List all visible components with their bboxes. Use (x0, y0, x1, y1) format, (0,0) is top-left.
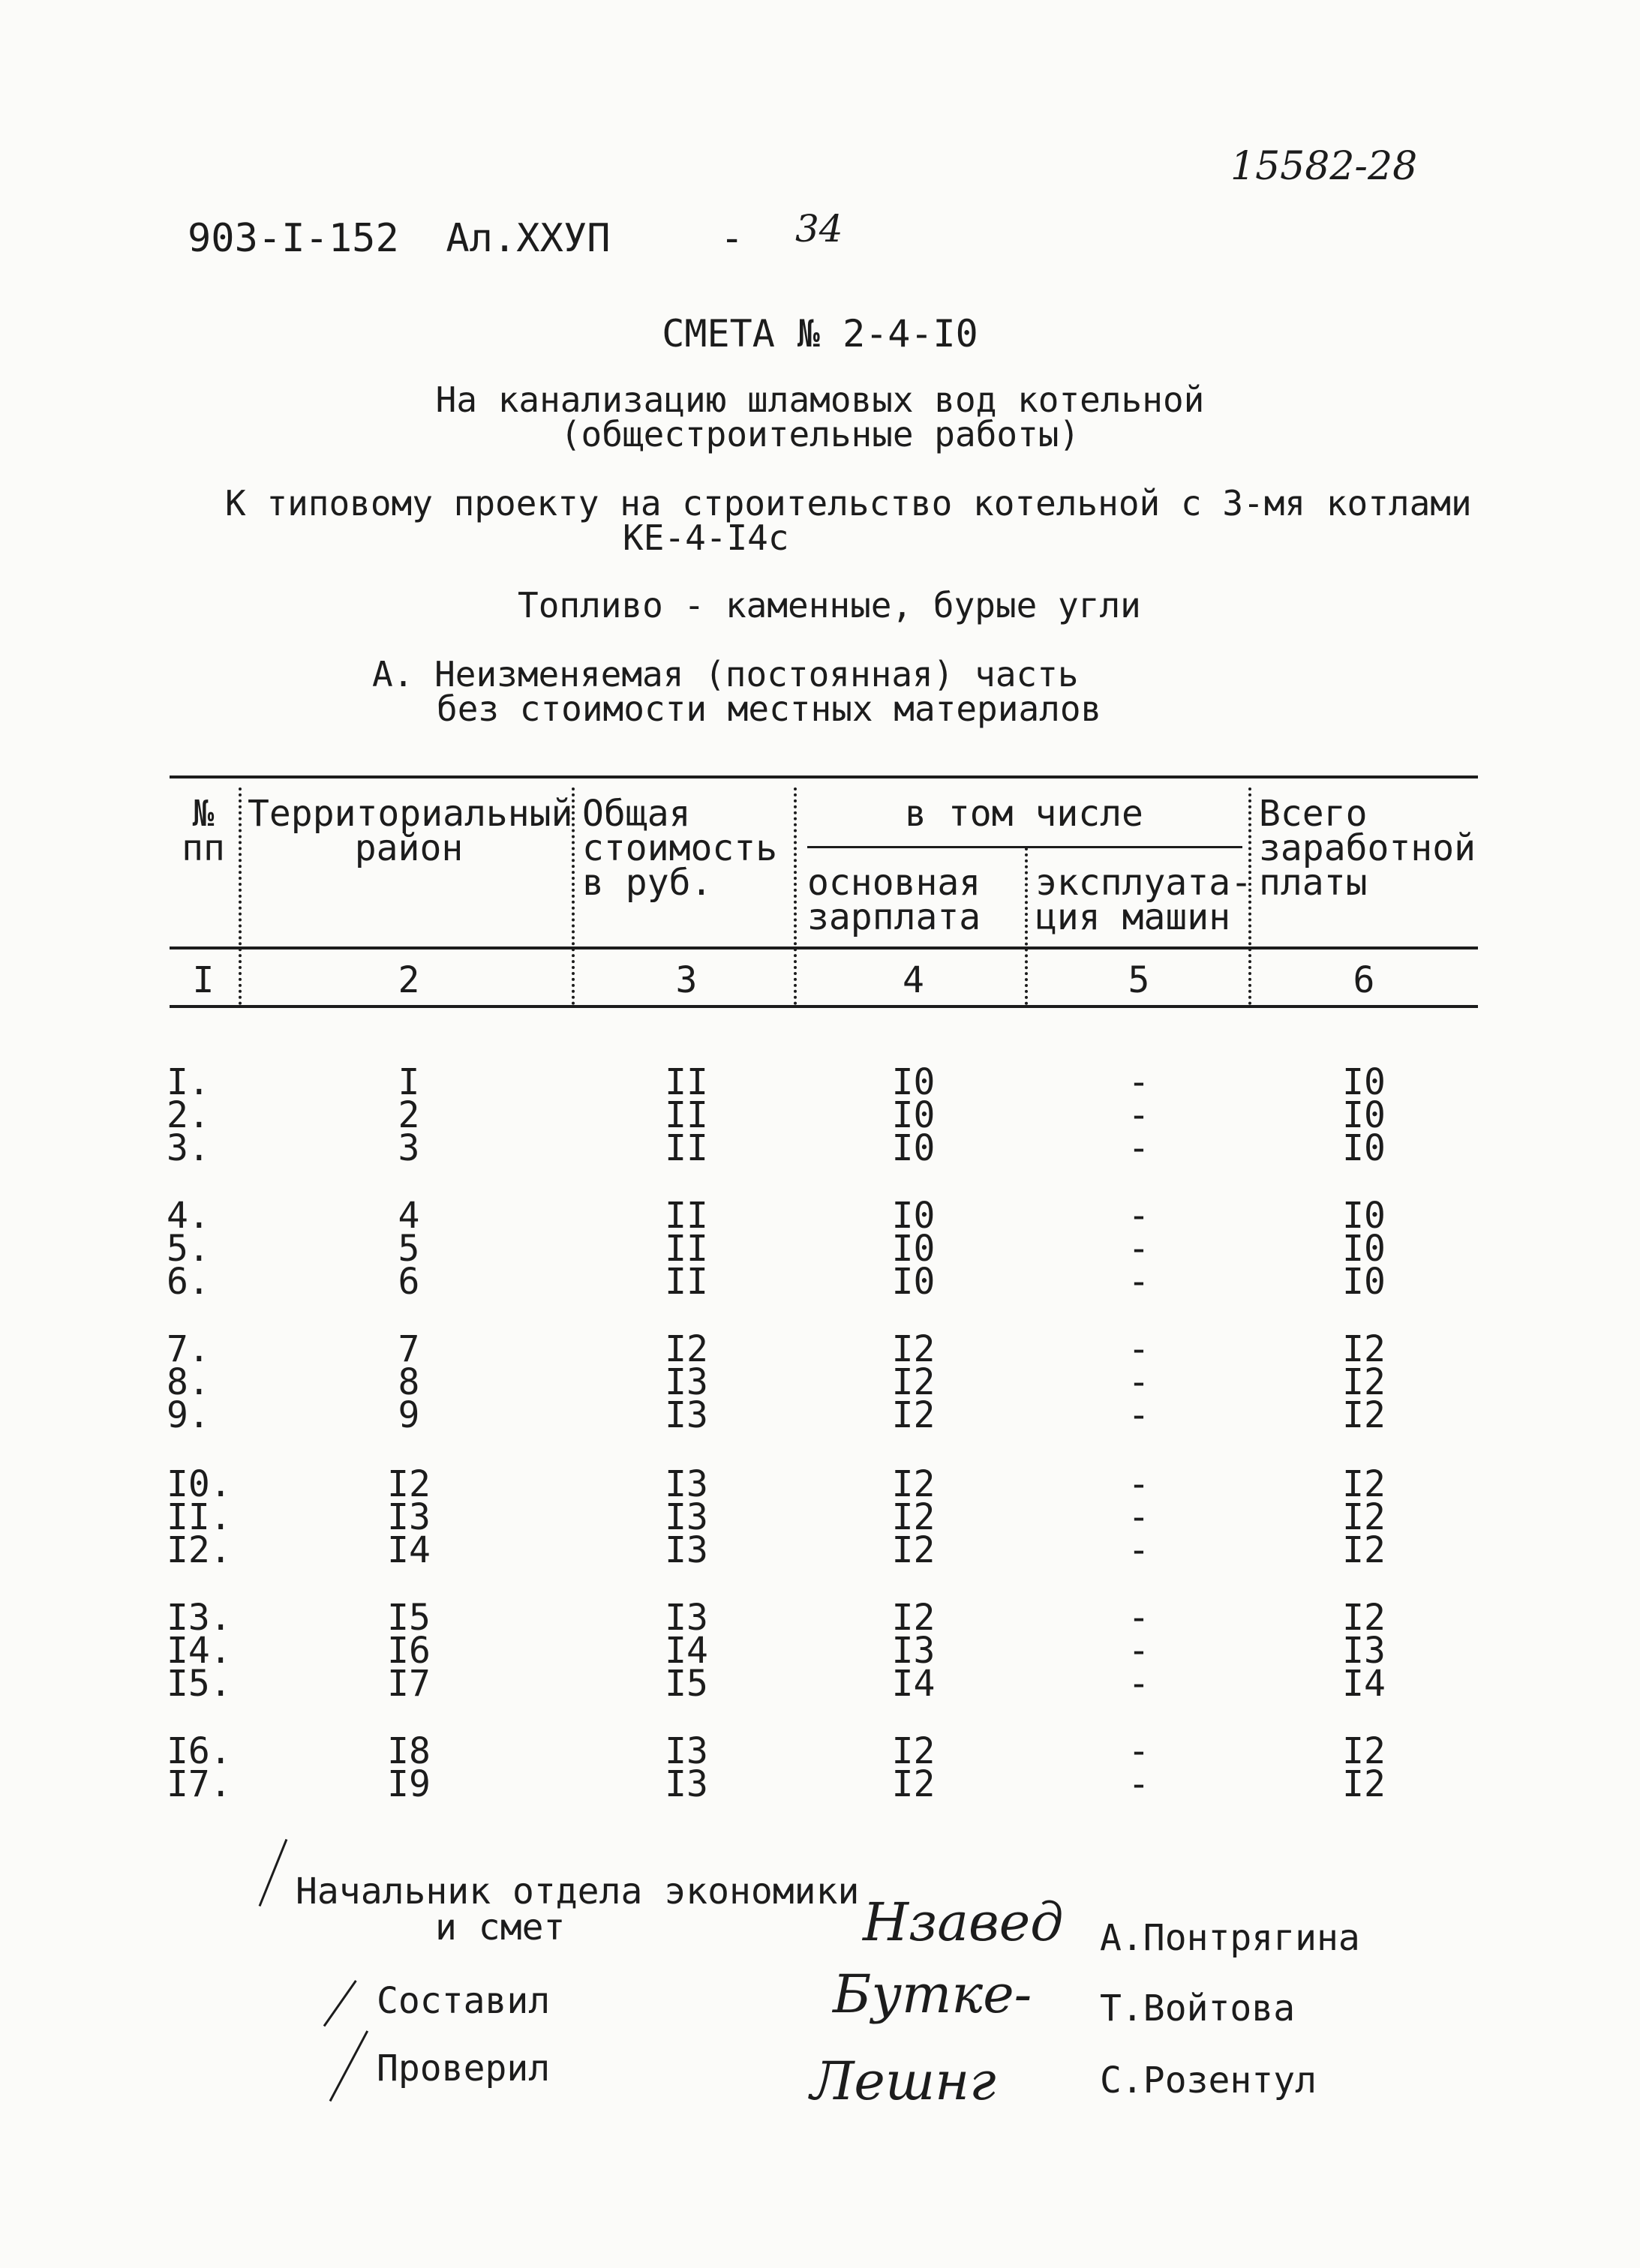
cell-row-number: I3. (167, 1597, 232, 1639)
cell-territorial-region: 8 (398, 1361, 420, 1403)
header-col2-line2: район (354, 827, 464, 869)
header-col6-line2: заработной (1259, 827, 1476, 869)
header-col3-line3: в руб. (582, 862, 713, 904)
header-col6-line1: Всего (1259, 793, 1368, 835)
cell-total-wages: I0 (1342, 1094, 1386, 1136)
cell-row-number: 7. (167, 1328, 210, 1370)
cell-machine-operation: - (1128, 1529, 1150, 1571)
signature-1: Нзавед (863, 1892, 1064, 1953)
cell-base-wage: I0 (891, 1228, 936, 1270)
cell-total-cost: I3 (665, 1763, 708, 1805)
cell-machine-operation: - (1128, 1496, 1150, 1538)
cell-territorial-region: 5 (398, 1228, 420, 1270)
cell-row-number: I5. (167, 1663, 232, 1705)
cell-row-number: I. (167, 1061, 210, 1103)
tick-mark (323, 1980, 357, 2026)
cell-total-cost: I3 (665, 1361, 708, 1403)
cell-total-cost: II (665, 1127, 708, 1169)
header-col2-line1: Территориальный (248, 793, 573, 835)
subtitle-line-2: (общестроительные работы) (560, 414, 1080, 454)
cell-base-wage: I2 (891, 1361, 936, 1403)
cell-base-wage: I2 (891, 1463, 936, 1505)
header-bottom-rule (170, 946, 1478, 950)
header-col6-line3: платы (1259, 862, 1368, 904)
cell-territorial-region: I8 (387, 1730, 431, 1772)
cell-total-cost: I3 (665, 1394, 708, 1436)
signature-role-3: Проверил (377, 2048, 551, 2090)
cell-territorial-region: I9 (387, 1763, 431, 1805)
signature-role-2: Составил (377, 1980, 551, 2022)
cell-machine-operation: - (1128, 1261, 1150, 1303)
cell-total-wages: I2 (1342, 1763, 1386, 1805)
cell-total-cost: I5 (665, 1663, 708, 1705)
project-line-2: КЕ-4-I4с (623, 518, 789, 558)
numbers-bottom-rule (170, 1005, 1478, 1008)
cell-base-wage: I2 (891, 1394, 936, 1436)
cell-total-cost: II (665, 1261, 708, 1303)
cell-machine-operation: - (1128, 1394, 1150, 1436)
cell-territorial-region: 4 (398, 1195, 420, 1237)
cell-base-wage: I2 (891, 1496, 936, 1538)
cell-territorial-region: I4 (387, 1529, 431, 1571)
cell-row-number: 6. (167, 1261, 210, 1303)
header-col3-line1: Общая (582, 793, 691, 835)
cell-machine-operation: - (1128, 1597, 1150, 1639)
cell-total-cost: I4 (665, 1630, 708, 1672)
cell-territorial-region: I7 (387, 1663, 431, 1705)
header-col3-line2: стоимость (582, 827, 778, 869)
cell-total-wages: I3 (1342, 1630, 1386, 1672)
cell-total-wages: I2 (1342, 1597, 1386, 1639)
header-dash: - (720, 216, 744, 261)
cell-total-cost: II (665, 1228, 708, 1270)
cell-machine-operation: - (1128, 1228, 1150, 1270)
cell-total-cost: I2 (665, 1328, 708, 1370)
cell-machine-operation: - (1128, 1663, 1150, 1705)
cell-machine-operation: - (1128, 1730, 1150, 1772)
cell-base-wage: I3 (891, 1630, 936, 1672)
cell-territorial-region: 3 (398, 1127, 420, 1169)
cell-row-number: 2. (167, 1094, 210, 1136)
tick-mark (329, 2030, 368, 2102)
cell-total-cost: I3 (665, 1463, 708, 1505)
header-col1-line1: № (192, 793, 215, 835)
cell-machine-operation: - (1128, 1763, 1150, 1805)
cell-base-wage: I2 (891, 1730, 936, 1772)
cell-total-wages: I2 (1342, 1394, 1386, 1436)
cell-total-cost: I3 (665, 1529, 708, 1571)
estimate-title: СМЕТА № 2-4-I0 (662, 312, 978, 356)
cell-total-wages: I0 (1342, 1127, 1386, 1169)
tick-mark (259, 1839, 288, 1906)
cell-base-wage: I0 (891, 1061, 936, 1103)
cell-machine-operation: - (1128, 1195, 1150, 1237)
column-number-6: 6 (1353, 959, 1375, 1001)
cell-base-wage: I0 (891, 1127, 936, 1169)
subtitle-line-1: На канализацию шламовых вод котельной (435, 380, 1205, 420)
cell-base-wage: I2 (891, 1763, 936, 1805)
cell-territorial-region: 7 (398, 1328, 420, 1370)
cell-total-wages: I2 (1342, 1730, 1386, 1772)
cell-base-wage: I2 (891, 1529, 936, 1571)
cell-total-wages: I2 (1342, 1463, 1386, 1505)
column-separator (1025, 848, 1028, 1005)
cell-total-wages: I0 (1342, 1195, 1386, 1237)
signature-role-1-line-2: и смет (435, 1906, 566, 1948)
cell-machine-operation: - (1128, 1463, 1150, 1505)
cell-territorial-region: I3 (387, 1496, 431, 1538)
cell-total-wages: I0 (1342, 1261, 1386, 1303)
cell-row-number: I7. (167, 1763, 232, 1805)
section-line-1: А. Неизменяемая (постоянная) часть (372, 654, 1079, 694)
column-number-4: 4 (903, 959, 924, 1001)
column-separator (239, 788, 242, 1005)
cell-base-wage: I4 (891, 1663, 936, 1705)
cell-total-wages: I2 (1342, 1361, 1386, 1403)
cell-row-number: 5. (167, 1228, 210, 1270)
cell-machine-operation: - (1128, 1361, 1150, 1403)
cell-machine-operation: - (1128, 1630, 1150, 1672)
cell-territorial-region: 9 (398, 1394, 420, 1436)
project-line-1: К типовому проекту на строительство котельной с 3-мя котлами (225, 483, 1472, 524)
header-col1-line2: пп (182, 827, 225, 869)
header-col5-line1: эксплуата- (1035, 862, 1252, 904)
column-number-3: 3 (675, 959, 698, 1001)
cell-row-number: 9. (167, 1394, 210, 1436)
cell-total-wages: I4 (1342, 1663, 1386, 1705)
signature-name-1: А.Понтрягина (1100, 1917, 1360, 1959)
cell-base-wage: I0 (891, 1195, 936, 1237)
cell-base-wage: I0 (891, 1261, 936, 1303)
signature-name-2: Т.Войтова (1100, 1988, 1296, 2030)
cell-row-number: II. (167, 1496, 232, 1538)
table-top-rule (170, 776, 1478, 778)
cell-total-wages: I0 (1342, 1061, 1386, 1103)
cell-row-number: 3. (167, 1127, 210, 1169)
cell-row-number: I6. (167, 1730, 232, 1772)
signature-3: Лешнг (810, 2050, 996, 2112)
cell-base-wage: I0 (891, 1094, 936, 1136)
fuel-line: Топливо - каменные, бурые угли (518, 585, 1141, 626)
cell-row-number: 4. (167, 1195, 210, 1237)
cell-total-cost: I3 (665, 1496, 708, 1538)
header-col5-line2: ция машин (1035, 896, 1231, 938)
cell-row-number: I2. (167, 1529, 232, 1571)
page-number: 34 (795, 207, 843, 250)
cell-total-wages: I2 (1342, 1328, 1386, 1370)
cell-territorial-region: I2 (387, 1463, 431, 1505)
header-group-rule (807, 846, 1242, 848)
cell-territorial-region: 6 (398, 1261, 420, 1303)
cell-row-number: 8. (167, 1361, 210, 1403)
project-code: 903-I-152 Ал.XXУП (188, 216, 611, 261)
cell-machine-operation: - (1128, 1127, 1150, 1169)
header-col4-line2: зарплата (807, 896, 981, 938)
cell-total-cost: I3 (665, 1597, 708, 1639)
cell-machine-operation: - (1128, 1328, 1150, 1370)
cell-machine-operation: - (1128, 1061, 1150, 1103)
signature-2: Бутке- (833, 1964, 1032, 2025)
cell-territorial-region: I (398, 1061, 420, 1103)
cell-territorial-region: I6 (387, 1630, 431, 1672)
cell-base-wage: I2 (891, 1597, 936, 1639)
column-number-2: 2 (398, 959, 420, 1001)
cell-total-cost: II (665, 1094, 708, 1136)
signature-name-3: С.Розентул (1100, 2060, 1317, 2102)
cell-territorial-region: 2 (398, 1094, 420, 1136)
cell-territorial-region: I5 (387, 1597, 431, 1639)
cell-total-cost: II (665, 1195, 708, 1237)
column-number-5: 5 (1128, 959, 1150, 1001)
cell-total-cost: I3 (665, 1730, 708, 1772)
header-col4-line1: основная (807, 862, 981, 904)
cell-total-wages: I0 (1342, 1228, 1386, 1270)
cell-row-number: I0. (167, 1463, 232, 1505)
cell-total-wages: I2 (1342, 1529, 1386, 1571)
cell-row-number: I4. (167, 1630, 232, 1672)
column-number-1: I (192, 959, 215, 1001)
section-line-2: без стоимости местных материалов (437, 688, 1102, 729)
document-number: 15582-28 (1230, 144, 1418, 189)
signature-role-1-line-1: Начальник отдела экономики (296, 1870, 860, 1912)
cell-total-cost: II (665, 1061, 708, 1103)
cell-machine-operation: - (1128, 1094, 1150, 1136)
cell-total-wages: I2 (1342, 1496, 1386, 1538)
cell-base-wage: I2 (891, 1328, 936, 1370)
header-group: в том числе (905, 793, 1143, 835)
